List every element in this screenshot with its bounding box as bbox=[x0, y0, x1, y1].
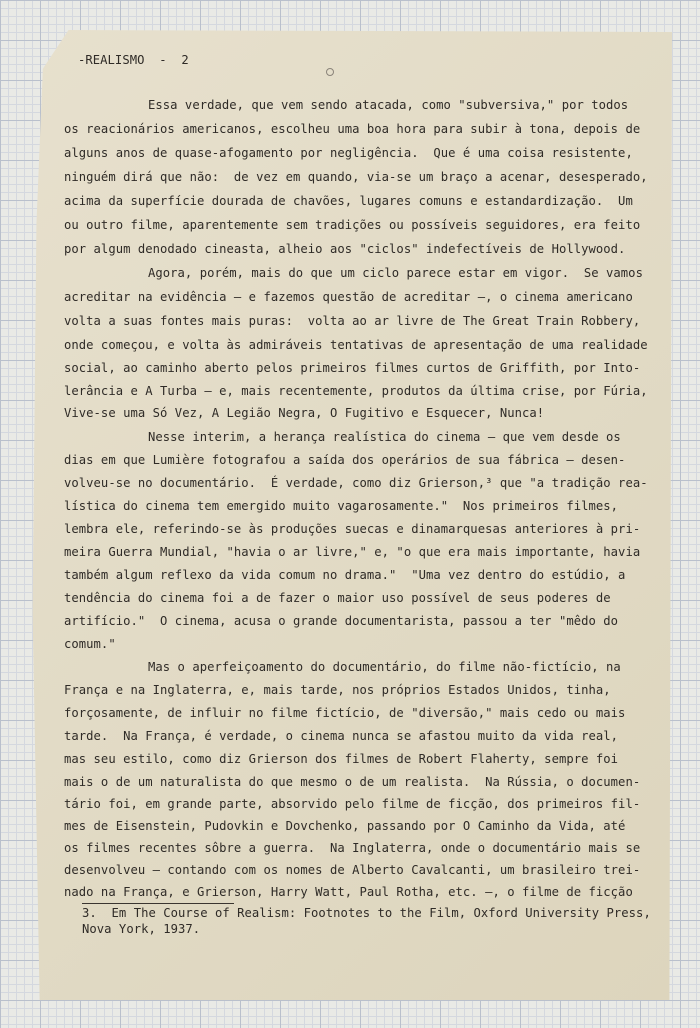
text-line: onde começou, e volta às admiráveis tentativas de apresentação de uma realidade bbox=[64, 338, 648, 352]
text-line: volta a suas fontes mais puras: volta ao ar livre de The Great Train Robbery, bbox=[64, 314, 641, 328]
page-header: -REALISMO - 2 bbox=[78, 53, 189, 67]
text-line: também algum reflexo da vida comum no drama." "Uma vez dentro do estúdio, a bbox=[64, 568, 626, 582]
text-line: acreditar na evidência — e fazemos questão de acreditar —, o cinema americano bbox=[64, 290, 633, 304]
text-line: alguns anos de quase-afogamento por negligência. Que é uma coisa resistente, bbox=[64, 146, 633, 160]
text-line: os reacionários americanos, escolheu uma boa hora para subir à tona, depois de bbox=[64, 122, 641, 136]
footnote-line: Nova York, 1937. bbox=[82, 922, 201, 936]
text-line: desenvolveu — contando com os nomes de Alberto Cavalcanti, um brasileiro trei- bbox=[64, 863, 641, 877]
text-line: Vive-se uma Só Vez, A Legião Negra, O Fugitivo e Esquecer, Nunca! bbox=[64, 406, 545, 420]
text-line: por algum denodado cineasta, alheio aos "ciclos" indefectíveis de Hollywood. bbox=[64, 242, 626, 256]
text-line: lística do cinema tem emergido muito vagarosamente." Nos primeiros filmes, bbox=[64, 499, 619, 513]
text-line: comum." bbox=[64, 637, 116, 651]
text-line: tarde. Na França, é verdade, o cinema nunca se afastou muito da vida real, bbox=[64, 729, 619, 743]
text-line: forçosamente, de influir no filme fictício, de "diversão," mais cedo ou mais bbox=[64, 706, 626, 720]
text-line: Nesse interim, a herança realística do cinema — que vem desde os bbox=[148, 430, 621, 444]
text-line: social, ao caminho aberto pelos primeiros filmes curtos de Griffith, por Into- bbox=[64, 361, 641, 375]
text-line: mais o de um naturalista do que mesmo o de um realista. Na Rússia, o documen- bbox=[64, 775, 641, 789]
footnote-line: 3. Em The Course of Realism: Footnotes to the Film, Oxford University Press, bbox=[82, 906, 651, 920]
text-line: Agora, porém, mais do que um ciclo parece estar em vigor. Se vamos bbox=[148, 266, 643, 280]
text-line: mas seu estilo, como diz Grierson dos filmes de Robert Flaherty, sempre foi bbox=[64, 752, 619, 766]
text-line: mes de Eisenstein, Pudovkin e Dovchenko, passando por O Caminho da Vida, até bbox=[64, 819, 626, 833]
text-line: os filmes recentes sôbre a guerra. Na Inglaterra, onde o documentário mais se bbox=[64, 841, 641, 855]
text-line: França e na Inglaterra, e, mais tarde, nos próprios Estados Unidos, tinha, bbox=[64, 683, 611, 697]
text-line: acima da superfície dourada de chavões, lugares comuns e estandardização. Um bbox=[64, 194, 633, 208]
text-line: Essa verdade, que vem sendo atacada, como "subversiva," por todos bbox=[148, 98, 629, 112]
text-line: tendência do cinema foi a de fazer o maior uso possível de seus poderes de bbox=[64, 591, 611, 605]
footnote-separator bbox=[82, 903, 234, 904]
text-line: dias em que Lumière fotografou a saída dos operários de sua fábrica — desen- bbox=[64, 453, 626, 467]
text-line: ninguém dirá que não: de vez em quando, via-se um braço a acenar, desesperado, bbox=[64, 170, 648, 184]
text-line: nado na França, e Grierson, Harry Watt, Paul Rotha, etc. —, o filme de ficção bbox=[64, 885, 633, 899]
text-line: meira Guerra Mundial, "havia o ar livre," e, "o que era mais importante, havia bbox=[64, 545, 641, 559]
text-line: artifício." O cinema, acusa o grande documentarista, passou a ter "mêdo do bbox=[64, 614, 619, 628]
text-line: ou outro filme, aparentemente sem tradições ou possíveis seguidores, era feito bbox=[64, 218, 641, 232]
text-line: volveu-se no documentário. É verdade, como diz Grierson,³ que "a tradição rea- bbox=[64, 476, 648, 490]
text-line: lerância e A Turba — e, mais recentemente, produtos da última crise, por Fúria, bbox=[64, 384, 648, 398]
text-line: Mas o aperfeiçoamento do documentário, do filme não-fictício, na bbox=[148, 660, 621, 674]
text-line: tário foi, em grande parte, absorvido pelo filme de ficção, dos primeiros fil- bbox=[64, 797, 641, 811]
text-line: lembra ele, referindo-se às produções suecas e dinamarquesas anteriores à pri- bbox=[64, 522, 641, 536]
